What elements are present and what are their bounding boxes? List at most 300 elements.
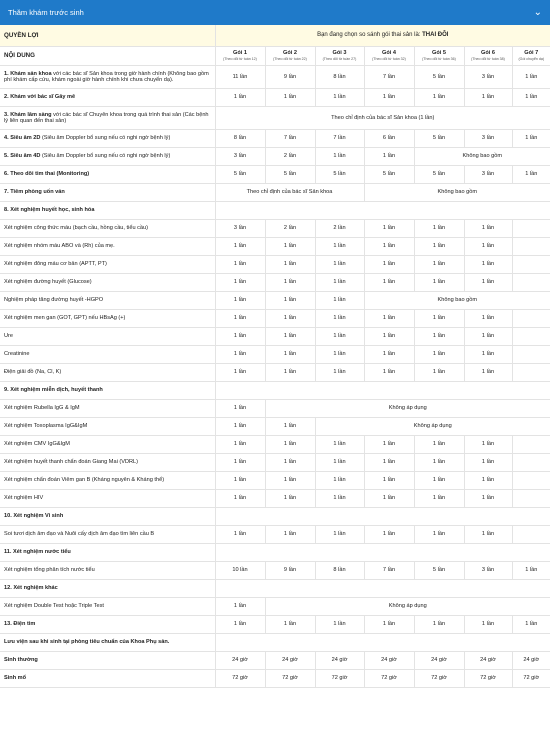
row-label-text: Xét nghiệm đông máu cơ bản (APTT, PT) — [4, 261, 107, 267]
section-filler — [215, 633, 550, 651]
table-cell: 1 lần — [215, 255, 265, 273]
table-cell: 1 lần — [464, 453, 512, 471]
table-cell: 1 lần — [215, 345, 265, 363]
table-cell: 1 lần — [215, 453, 265, 471]
package-subtitle: (Theo dõi từ tuần 27) — [322, 57, 357, 61]
table-cell: 1 lần — [364, 489, 414, 507]
package-column-header — [364, 46, 414, 65]
chevron-down-icon[interactable]: ⌄ — [533, 6, 542, 18]
table-cell: 1 lần — [364, 615, 414, 633]
row-label — [0, 106, 215, 129]
package-column-header — [265, 46, 315, 65]
section-filler — [215, 381, 550, 399]
table-cell: 1 lần — [414, 453, 464, 471]
row-label — [0, 327, 215, 345]
table-cell: 1 lần — [215, 615, 265, 633]
table-row — [0, 255, 550, 273]
table-cell: 72 giờ — [464, 669, 512, 687]
table-cell: 24 giờ — [512, 651, 550, 669]
row-label — [0, 471, 215, 489]
table-cell: 24 giờ — [215, 651, 265, 669]
merged-cell: Không áp dụng — [265, 597, 550, 615]
package-name: Gói 5 — [432, 50, 446, 56]
table-cell: 1 lần — [215, 525, 265, 543]
table-cell: 1 lần — [215, 273, 265, 291]
table-cell: 1 lần — [364, 363, 414, 381]
table-cell: 1 lần — [464, 273, 512, 291]
table-cell: 1 lần — [315, 345, 364, 363]
row-label-text: Xét nghiệm nhóm máu ABO và (Rh) của mẹ. — [4, 243, 115, 249]
section-filler — [215, 543, 550, 561]
table-cell: 3 lần — [464, 561, 512, 579]
table-cell — [512, 309, 550, 327]
table-cell: 1 lần — [364, 219, 414, 237]
table-cell: 1 lần — [512, 65, 550, 88]
table-row — [0, 651, 550, 669]
row-label — [0, 525, 215, 543]
table-cell: 1 lần — [315, 327, 364, 345]
table-header-row — [0, 46, 550, 65]
table-cell: 72 giờ — [215, 669, 265, 687]
table-cell: 1 lần — [315, 615, 364, 633]
section-header[interactable] — [0, 0, 550, 25]
table-cell — [512, 525, 550, 543]
row-label-text: với các bác sĩ Chuyên khoa trong quá trình thai sản (Các bệnh lý liên quan đến thai sản) — [4, 111, 209, 124]
table-row — [0, 363, 550, 381]
row-label-bold: 1. Khám sản khoa — [4, 70, 52, 77]
table-row — [0, 579, 550, 597]
package-name: Gói 1 — [233, 50, 247, 56]
row-label-bold: 6. Theo dõi tim thai (Monitoring) — [4, 171, 90, 177]
row-label — [0, 65, 215, 88]
table-row — [0, 597, 550, 615]
table-cell: 2 lần — [265, 147, 315, 165]
table-cell — [512, 219, 550, 237]
table-cell: 1 lần — [364, 435, 414, 453]
package-column-header — [512, 46, 550, 65]
package-column-header — [414, 46, 464, 65]
table-cell: 1 lần — [265, 237, 315, 255]
table-cell: 1 lần — [265, 255, 315, 273]
table-cell: 1 lần — [414, 255, 464, 273]
merged-cell: Không bao gồm — [364, 183, 550, 201]
table-cell: 1 lần — [265, 309, 315, 327]
table-cell: 1 lần — [414, 345, 464, 363]
row-label-text: với các bác sĩ Sản khoa trong giờ hành chính (Không bao gồm phí khám cấp cứu, khám ngoài giờ hành chính khi chưa chuyển dạ). — [4, 70, 209, 83]
table-cell: 1 lần — [464, 327, 512, 345]
row-label-bold: 10. Xét nghiệm Vi sinh — [4, 513, 64, 519]
table-row — [0, 435, 550, 453]
merged-cell: Theo chỉ định của bác sĩ Sản khoa (1 lần) — [215, 106, 550, 129]
row-label-text: Điện giải đồ (Na, Cl, K) — [4, 369, 62, 375]
row-label — [0, 543, 215, 561]
table-cell: 1 lần — [265, 417, 315, 435]
row-label-bold: Sinh thường — [4, 657, 38, 663]
table-row — [0, 525, 550, 543]
table-row — [0, 399, 550, 417]
row-label-text: Xét nghiệm HIV — [4, 495, 44, 501]
table-row — [0, 453, 550, 471]
row-label-bold: 12. Xét nghiệm khác — [4, 585, 58, 591]
package-column-header — [215, 46, 265, 65]
row-label — [0, 255, 215, 273]
table-cell: 5 lần — [414, 561, 464, 579]
row-label — [0, 291, 215, 309]
table-cell: 1 lần — [414, 525, 464, 543]
table-cell: 1 lần — [414, 309, 464, 327]
table-cell: 5 lần — [364, 165, 414, 183]
package-subtitle: (Theo dõi từ tuần 38) — [471, 57, 505, 61]
table-row — [0, 471, 550, 489]
row-label — [0, 273, 215, 291]
row-label — [0, 183, 215, 201]
compare-plan-text — [215, 25, 550, 46]
package-column-header — [464, 46, 512, 65]
table-cell: 1 lần — [364, 453, 414, 471]
table-cell: 1 lần — [414, 363, 464, 381]
table-cell: 1 lần — [414, 489, 464, 507]
table-row — [0, 507, 550, 525]
table-cell: 7 lần — [364, 561, 414, 579]
table-row — [0, 147, 550, 165]
table-row — [0, 219, 550, 237]
table-cell — [512, 435, 550, 453]
table-row — [0, 309, 550, 327]
table-cell: 1 lần — [414, 471, 464, 489]
merged-cell: Không bao gồm — [364, 291, 550, 309]
row-label-text: Ure — [4, 333, 14, 339]
row-label — [0, 579, 215, 597]
table-cell: 1 lần — [315, 309, 364, 327]
table-cell: 1 lần — [464, 363, 512, 381]
table-cell: 2 lần — [315, 219, 364, 237]
row-label-bold: 5. Siêu âm 4D — [4, 153, 41, 159]
table-cell: 1 lần — [265, 525, 315, 543]
row-label-text: Xét nghiệm đường huyết (Glucose) — [4, 279, 92, 285]
row-label — [0, 237, 215, 255]
row-label — [0, 309, 215, 327]
table-row — [0, 291, 550, 309]
table-cell: 1 lần — [414, 327, 464, 345]
table-cell: 1 lần — [464, 615, 512, 633]
table-cell: 1 lần — [215, 363, 265, 381]
table-cell: 1 lần — [364, 273, 414, 291]
row-label — [0, 489, 215, 507]
merged-cell: Theo chỉ định của bác sĩ Sản khoa — [215, 183, 364, 201]
table-row — [0, 273, 550, 291]
package-subtitle: (Theo dõi từ tuần 12) — [223, 57, 257, 61]
table-cell: 1 lần — [364, 309, 414, 327]
table-cell: 1 lần — [512, 129, 550, 147]
table-row — [0, 615, 550, 633]
table-cell: 1 lần — [215, 399, 265, 417]
table-row — [0, 237, 550, 255]
table-cell: 1 lần — [364, 327, 414, 345]
table-cell — [512, 471, 550, 489]
table-cell: 9 lần — [265, 561, 315, 579]
table-cell: 1 lần — [265, 615, 315, 633]
package-subtitle: (Theo dõi từ tuần 32) — [372, 57, 406, 61]
table-cell: 1 lần — [265, 363, 315, 381]
table-cell: 1 lần — [315, 435, 364, 453]
table-cell: 1 lần — [364, 471, 414, 489]
row-label-bold: 2. Khám với bác sĩ Gây mê — [4, 94, 76, 100]
row-label — [0, 435, 215, 453]
table-row — [0, 345, 550, 363]
row-label-bold: Lưu viện sau khi sinh tại phòng tiêu chuẩn của Khoa Phụ sản. — [4, 639, 170, 645]
table-cell: 1 lần — [414, 219, 464, 237]
table-cell: 1 lần — [364, 345, 414, 363]
table-cell: 1 lần — [364, 525, 414, 543]
row-label — [0, 597, 215, 615]
table-cell: 1 lần — [315, 147, 364, 165]
compare-prefix: Bạn đang chọn so sánh gói thai sản là: — [317, 32, 423, 39]
table-cell: 1 lần — [464, 237, 512, 255]
table-cell: 1 lần — [215, 417, 265, 435]
table-cell: 1 lần — [265, 489, 315, 507]
table-cell: 1 lần — [364, 237, 414, 255]
row-label — [0, 129, 215, 147]
table-cell: 1 lần — [464, 219, 512, 237]
row-label-bold: 4. Siêu âm 2D — [4, 135, 41, 141]
table-cell: 8 lần — [315, 561, 364, 579]
table-cell: 1 lần — [464, 471, 512, 489]
row-label — [0, 453, 215, 471]
row-label — [0, 147, 215, 165]
row-label-bold: 9. Xét nghiệm miễn dịch, huyết thanh — [4, 387, 103, 393]
section-filler — [215, 507, 550, 525]
package-column-header — [315, 46, 364, 65]
table-cell — [512, 489, 550, 507]
table-cell — [512, 345, 550, 363]
table-cell: 72 giờ — [315, 669, 364, 687]
table-row — [0, 327, 550, 345]
row-label-text: (Siêu âm Doppler bổ sung nếu có nghi ngờ bệnh lý) — [40, 153, 171, 159]
row-label-text: Xét nghiệm tổng phân tích nước tiểu — [4, 567, 95, 573]
table-cell: 1 lần — [265, 471, 315, 489]
merged-cell: Không bao gồm — [414, 147, 550, 165]
table-cell: 1 lần — [315, 255, 364, 273]
row-label-text: Nghiệm pháp tăng đường huyết -HGPO — [4, 297, 104, 303]
row-label — [0, 345, 215, 363]
table-row — [0, 381, 550, 399]
row-label-text: Xét nghiệm men gan (GOT, GPT) nếu HBsAg (+) — [4, 315, 126, 321]
benefits-table — [0, 25, 550, 688]
table-cell: 1 lần — [315, 291, 364, 309]
section-filler — [215, 201, 550, 219]
merged-cell: Không áp dụng — [265, 399, 550, 417]
row-label-text: Creatinine — [4, 351, 30, 357]
row-label — [0, 615, 215, 633]
table-top-row — [0, 25, 550, 46]
package-name: Gói 7 — [524, 50, 539, 56]
table-cell: 3 lần — [464, 65, 512, 88]
table-row — [0, 633, 550, 651]
table-cell: 8 lần — [215, 129, 265, 147]
table-row — [0, 669, 550, 687]
table-cell: 72 giờ — [414, 669, 464, 687]
table-cell: 1 lần — [364, 88, 414, 106]
row-label-text: Xét nghiệm Rubella IgG & IgM — [4, 405, 80, 411]
table-cell: 6 lần — [364, 129, 414, 147]
row-label — [0, 633, 215, 651]
table-cell: 24 giờ — [464, 651, 512, 669]
table-cell: 1 lần — [265, 327, 315, 345]
section-filler — [215, 579, 550, 597]
table-cell: 1 lần — [265, 453, 315, 471]
table-cell: 1 lần — [215, 489, 265, 507]
table-cell: 5 lần — [215, 165, 265, 183]
table-cell: 5 lần — [265, 165, 315, 183]
table-row — [0, 417, 550, 435]
row-label — [0, 507, 215, 525]
table-cell: 72 giờ — [265, 669, 315, 687]
row-label — [0, 88, 215, 106]
row-label — [0, 219, 215, 237]
row-label-text: Xét nghiệm chẩn đoán Viêm gan B (Kháng nguyên & Kháng thể) — [4, 477, 165, 483]
table-cell: 1 lần — [315, 489, 364, 507]
row-label-text: (Siêu âm Doppler bổ sung nếu có nghi ngờ bệnh lý) — [40, 135, 171, 141]
package-name: Gói 2 — [283, 50, 297, 56]
package-subtitle: (Theo dõi từ tuần 22) — [273, 57, 307, 61]
row-label-text: Soi tươi dịch âm đạo và Nuôi cấy dịch âm đạo tìm liên cầu B — [4, 531, 155, 537]
table-row — [0, 106, 550, 129]
table-cell — [512, 327, 550, 345]
table-cell: 1 lần — [464, 88, 512, 106]
table-cell: 11 lần — [215, 65, 265, 88]
table-cell: 3 lần — [464, 165, 512, 183]
package-name: Gói 6 — [481, 50, 495, 56]
table-cell: 3 lần — [215, 147, 265, 165]
table-cell: 1 lần — [315, 453, 364, 471]
table-cell: 2 lần — [265, 219, 315, 237]
table-cell: 24 giờ — [315, 651, 364, 669]
table-cell: 10 lần — [215, 561, 265, 579]
table-cell: 1 lần — [265, 291, 315, 309]
table-cell: 1 lần — [414, 88, 464, 106]
table-cell: 72 giờ — [512, 669, 550, 687]
table-cell: 1 lần — [464, 345, 512, 363]
table-row — [0, 88, 550, 106]
table-cell — [512, 363, 550, 381]
package-name: Gói 3 — [332, 50, 347, 56]
row-label — [0, 399, 215, 417]
table-cell: 5 lần — [414, 65, 464, 88]
table-cell: 3 lần — [464, 129, 512, 147]
content-column-header: NỘI DUNG — [0, 46, 215, 65]
table-cell: 1 lần — [215, 327, 265, 345]
table-cell: 1 lần — [414, 273, 464, 291]
table-row — [0, 561, 550, 579]
row-label-bold: 8. Xét nghiệm huyết học, sinh hóa — [4, 207, 95, 213]
row-label — [0, 381, 215, 399]
row-label — [0, 561, 215, 579]
table-row — [0, 65, 550, 88]
table-row — [0, 129, 550, 147]
table-cell: 1 lần — [512, 561, 550, 579]
table-cell: 1 lần — [265, 273, 315, 291]
row-label — [0, 651, 215, 669]
package-subtitle: (Theo dõi từ tuần 36) — [422, 57, 456, 61]
table-cell: 1 lần — [364, 255, 414, 273]
row-label-bold: 3. Khám lâm sàng — [4, 111, 52, 118]
table-cell: 7 lần — [315, 129, 364, 147]
table-cell: 1 lần — [315, 237, 364, 255]
table-cell: 1 lần — [464, 309, 512, 327]
table-cell: 1 lần — [512, 615, 550, 633]
table-cell: 1 lần — [215, 88, 265, 106]
row-label-bold: 13. Điện tim — [4, 621, 36, 627]
table-cell: 1 lần — [512, 165, 550, 183]
row-label — [0, 669, 215, 687]
table-cell: 1 lần — [215, 597, 265, 615]
table-cell — [512, 273, 550, 291]
table-cell: 24 giờ — [364, 651, 414, 669]
table-cell — [512, 453, 550, 471]
row-label-text: Xét nghiệm CMV IgG&IgM — [4, 441, 70, 447]
row-label-text: Xét nghiệm công thức máu (bạch cầu, hồng cầu, tiểu cầu) — [4, 225, 148, 231]
table-cell: 1 lần — [215, 309, 265, 327]
table-cell: 7 lần — [265, 129, 315, 147]
table-cell: 1 lần — [464, 435, 512, 453]
table-cell: 1 lần — [265, 88, 315, 106]
row-label-text: Xét nghiệm Double Test hoặc Triple Test — [4, 603, 104, 609]
row-label — [0, 165, 215, 183]
table-cell: 5 lần — [315, 165, 364, 183]
table-row — [0, 543, 550, 561]
row-label-bold: Sinh mổ — [4, 675, 27, 681]
table-cell: 1 lần — [414, 237, 464, 255]
table-cell: 1 lần — [265, 435, 315, 453]
row-label — [0, 363, 215, 381]
table-cell: 1 lần — [315, 525, 364, 543]
table-cell: 5 lần — [414, 129, 464, 147]
table-cell: 24 giờ — [265, 651, 315, 669]
section-title: Thăm khám trước sinh — [8, 8, 84, 17]
table-cell: 1 lần — [265, 345, 315, 363]
table-cell: 1 lần — [464, 525, 512, 543]
table-cell: 1 lần — [414, 435, 464, 453]
row-label — [0, 201, 215, 219]
table-row — [0, 183, 550, 201]
table-cell: 1 lần — [315, 363, 364, 381]
table-cell: 1 lần — [215, 471, 265, 489]
row-label-bold: 7. Tiêm phòng uốn ván — [4, 189, 65, 195]
table-cell: 5 lần — [414, 165, 464, 183]
table-row — [0, 489, 550, 507]
benefits-label: QUYỀN LỢI — [0, 25, 215, 46]
table-cell: 72 giờ — [364, 669, 414, 687]
table-row — [0, 201, 550, 219]
table-cell: 24 giờ — [414, 651, 464, 669]
compare-value: THAI ĐÔI — [422, 32, 449, 39]
table-cell: 1 lần — [215, 291, 265, 309]
table-cell: 1 lần — [512, 88, 550, 106]
table-cell: 1 lần — [215, 237, 265, 255]
table-cell: 1 lần — [215, 435, 265, 453]
table-cell — [512, 255, 550, 273]
table-cell: 1 lần — [364, 147, 414, 165]
table-cell: 7 lần — [364, 65, 414, 88]
row-label-bold: 11. Xét nghiệm nước tiểu — [4, 549, 71, 555]
table-cell — [512, 237, 550, 255]
table-cell: 3 lần — [215, 219, 265, 237]
row-label-text: Xét nghiệm huyết thanh chẩn đoán Giang Mai (VDRL) — [4, 459, 139, 465]
table-cell: 8 lần — [315, 65, 364, 88]
package-subtitle: (Gói chuyển dạ) — [518, 57, 545, 61]
table-cell: 9 lần — [265, 65, 315, 88]
merged-cell: Không áp dụng — [315, 417, 550, 435]
